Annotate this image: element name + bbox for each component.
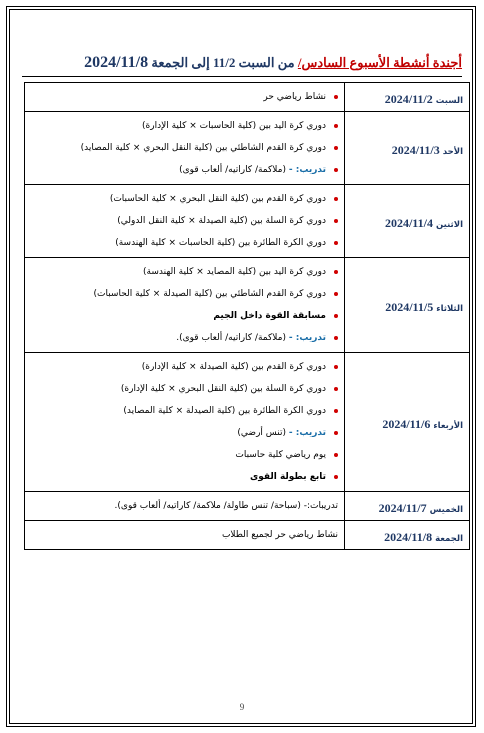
activity-text: (ملاكمة/ كاراتيه/ ألعاب قوى). — [176, 333, 289, 343]
day-date: 2024/11/6 — [382, 416, 431, 431]
activity-item — [31, 137, 338, 159]
bullet-icon — [334, 453, 338, 457]
day-date: 2024/11/2 — [384, 91, 433, 106]
activity-list — [31, 86, 338, 108]
activity-list — [31, 524, 338, 546]
day-name: الأحد — [442, 146, 463, 157]
schedule-row — [25, 83, 470, 112]
activity-text: دوري الكرة الطائرة بين (كلية الحاسبات × كلية الهندسة) — [115, 238, 326, 248]
activity-text: مسابقة القوة داخل الجيم — [213, 311, 326, 321]
bullet-icon — [334, 431, 338, 435]
bullet-icon — [334, 314, 338, 318]
activity-item — [31, 378, 338, 400]
activity-item — [31, 115, 338, 137]
day-name: الاثنين — [435, 219, 463, 230]
activity-item — [31, 305, 338, 327]
bullet-icon — [334, 365, 338, 369]
activity-item — [31, 283, 338, 305]
day-cell — [345, 258, 470, 353]
training-label: تدريب: - — [288, 165, 326, 175]
activities-cell — [25, 353, 345, 492]
activity-text: نشاط رياضي حر لجميع الطلاب — [221, 530, 338, 540]
day-cell — [345, 353, 470, 492]
bullet-icon — [334, 409, 338, 413]
day-cell — [345, 521, 470, 550]
title-week: أجندة أنشطة الأسبوع السادس/ — [297, 55, 462, 70]
agenda-title — [22, 54, 462, 77]
activity-text: دوري كرة اليد بين (كلية الحاسبات × كلية الإدارة) — [142, 121, 326, 131]
activity-text: دوري كرة القدم الشاطئي بين (كلية النقل البحري × كلية المصايد) — [80, 143, 326, 153]
activity-item — [31, 327, 338, 349]
activity-item — [31, 159, 338, 181]
day-date: 2024/11/3 — [391, 142, 440, 157]
activity-item — [31, 188, 338, 210]
schedule-row — [25, 353, 470, 492]
day-cell — [345, 112, 470, 185]
training-label: تدريب: - — [288, 428, 326, 438]
day-date: 2024/11/4 — [384, 215, 433, 230]
bullet-icon — [334, 387, 338, 391]
activities-cell — [25, 492, 345, 521]
bullet-icon — [334, 241, 338, 245]
activity-text: دوري كرة السلة بين (كلية الصيدلة × كلية النقل الدولي) — [117, 216, 326, 226]
title-range: من السبت 11/2 إلى الجمعة — [148, 55, 298, 70]
activities-cell — [25, 185, 345, 258]
activity-list — [31, 356, 338, 488]
bullet-icon — [334, 124, 338, 128]
day-cell — [345, 83, 470, 112]
activity-text: (ملاكمة/ كاراتيه/ ألعاب قوى) — [179, 165, 289, 175]
training-label: تدريب: - — [288, 333, 326, 343]
activity-item — [31, 86, 338, 108]
bullet-icon — [334, 219, 338, 223]
bullet-icon — [334, 336, 338, 340]
activity-text: نشاط رياضي حر — [263, 92, 326, 102]
activity-item — [31, 261, 338, 283]
activity-text: دوري كرة السلة بين (كلية النقل البحري × كلية الإدارة) — [120, 384, 326, 394]
schedule-row — [25, 258, 470, 353]
activity-item — [31, 466, 338, 488]
activity-item — [31, 356, 338, 378]
title-end-date: 2024/11/8 — [84, 54, 149, 71]
activity-list — [31, 261, 338, 349]
schedule-row — [25, 492, 470, 521]
activities-cell — [25, 521, 345, 550]
activities-cell — [25, 258, 345, 353]
schedule-row — [25, 112, 470, 185]
activity-text: يوم رياضي كلية حاسبات — [235, 450, 326, 460]
day-name: السبت — [435, 95, 463, 106]
bullet-icon — [334, 270, 338, 274]
activity-text: دوري كرة اليد بين (كلية المصايد × كلية الهندسة) — [143, 267, 326, 277]
day-date: 2024/11/8 — [384, 529, 433, 544]
activity-item — [31, 495, 338, 517]
activity-text: تدريبات:- (سباحة/ تنس طاولة/ ملاكمة/ كاراتيه/ ألعاب قوى). — [114, 501, 338, 511]
activity-text: دوري كرة القدم بين (كلية الصيدلة × كلية الإدارة) — [141, 362, 326, 372]
activity-text: دوري كرة القدم الشاطئي بين (كلية الصيدلة × كلية الحاسبات) — [93, 289, 326, 299]
day-cell — [345, 185, 470, 258]
schedule-table — [24, 82, 470, 550]
day-cell — [345, 492, 470, 521]
day-date: 2024/11/5 — [385, 299, 434, 314]
activity-list — [31, 495, 338, 517]
activity-item — [31, 422, 338, 444]
activity-list — [31, 188, 338, 254]
activity-list — [31, 115, 338, 181]
activity-item — [31, 232, 338, 254]
activity-item — [31, 524, 338, 546]
day-name: الأربعاء — [433, 420, 463, 431]
activity-text: دوري كرة القدم بين (كلية النقل البحري × كلية الحاسبات) — [109, 194, 326, 204]
bullet-icon — [334, 146, 338, 150]
bullet-icon — [334, 475, 338, 479]
activities-cell — [25, 112, 345, 185]
day-name: الجمعة — [435, 533, 463, 544]
day-name: الثلاثاء — [436, 303, 463, 314]
bullet-icon — [334, 292, 338, 296]
activity-text: (تنس أرضي) — [237, 428, 289, 438]
schedule-row — [25, 521, 470, 550]
schedule-row — [25, 185, 470, 258]
activity-item — [31, 444, 338, 466]
activities-cell — [25, 83, 345, 112]
bullet-icon — [334, 168, 338, 172]
activity-text: دوري الكرة الطائرة بين (كلية الصيدلة × كلية المصايد) — [123, 406, 326, 416]
page-number: 9 — [239, 702, 245, 712]
activity-item — [31, 400, 338, 422]
day-date: 2024/11/7 — [378, 500, 427, 515]
day-name: الخميس — [429, 504, 463, 515]
bullet-icon — [334, 197, 338, 201]
activity-text: تابع بطولة القوى — [249, 472, 326, 482]
activity-item — [31, 210, 338, 232]
bullet-icon — [334, 95, 338, 99]
